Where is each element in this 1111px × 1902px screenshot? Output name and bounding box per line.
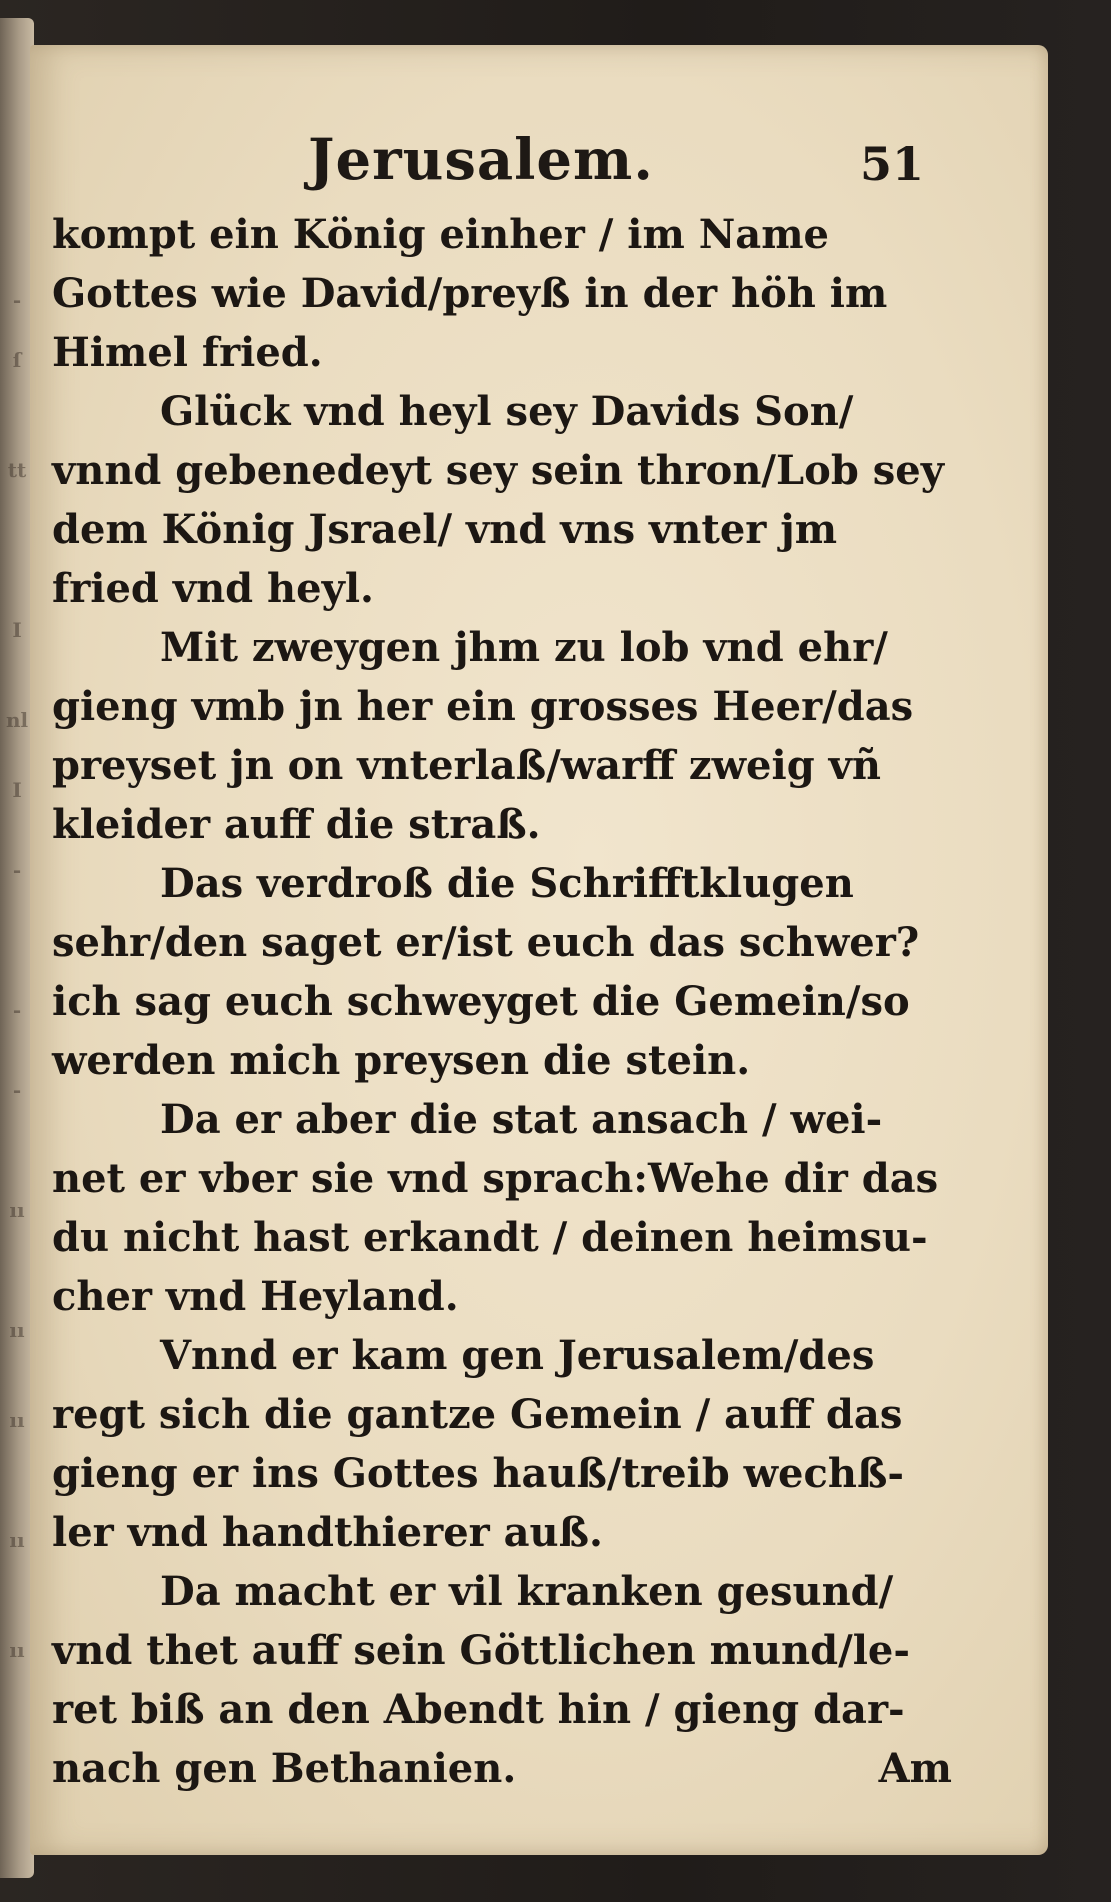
text-line: Gottes wie David/preyß in der höh im [52,270,888,317]
body-text [52,205,952,1798]
text-line: Vnnd er kam gen Jerusalem/des [160,1332,875,1379]
text-line: net er vber sie vnd sprach:Wehe dir das [52,1155,939,1202]
last-line-text: nach gen Bethanien. [52,1745,517,1792]
text-line: kompt ein König einher / im Name [52,211,829,258]
text-line: ich sag euch schweyget die Gemein/so [52,978,910,1025]
bleed-mark: - [12,288,22,312]
text-line: kleider auff die straß. [52,801,541,848]
text-line: Da macht er vil kranken gesund/ [160,1568,894,1615]
running-title: Jerusalem. [308,127,654,193]
text-line: Himel fried. [52,329,323,376]
text-line: gieng er ins Gottes hauß/treib wechß- [52,1450,904,1497]
bleed-mark: I [12,778,22,802]
text-line: Glück vnd heyl sey Davids Son/ [160,388,854,435]
book-page [30,45,1048,1855]
bleed-mark: - [12,858,22,882]
bleed-mark: - [12,1078,22,1102]
bleed-mark: tt [7,458,27,482]
text-line: dem König Jsrael/ vnd vns vnter jm [52,506,838,553]
text-line: Das verdroß die Schrifftklugen [160,860,854,907]
bleed-mark: I [12,618,22,642]
text-line: gieng vmb jn her ein grosses Heer/das [52,683,914,730]
bleed-mark: ſ [12,348,22,372]
text-line: vnd thet auff sein Göttlichen mund/le- [52,1627,910,1674]
bleed-mark: ıı [9,1198,25,1222]
text-line: vnnd gebenedeyt sey sein thron/Lob sey [52,447,944,494]
text-line: du nicht hast erkandt / deinen heimsu- [52,1214,928,1261]
text-line: ler vnd handthierer auß. [52,1509,603,1556]
bleed-mark: ıı [9,1318,25,1342]
bleed-mark: ıı [9,1528,25,1552]
text-line [52,1739,952,1798]
text-line: regt sich die gantze Gemein / auff das [52,1391,903,1438]
text-line: werden mich preysen die stein. [52,1037,751,1084]
text-line: Mit zweygen jhm zu lob vnd ehr/ [160,624,888,671]
text-line: Da er aber die stat ansach / wei- [160,1096,883,1143]
catchword: Am [878,1745,952,1792]
text-line: preyset jn on vnterlaß/warff zweig vñ [52,742,881,789]
text-line: cher vnd Heyland. [52,1273,459,1320]
previous-page-edge [0,18,34,1878]
text-line: ret biß an den Abendt hin / gieng dar- [52,1686,905,1733]
page-number: 51 [860,137,925,191]
text-line: fried vnd heyl. [52,565,374,612]
text-line: sehr/den saget er/ist euch das schwer? [52,919,920,966]
page-header [30,120,1048,200]
bleed-mark: nl [6,708,29,732]
bleed-mark: ıı [9,1408,25,1432]
bleed-mark: - [12,998,22,1022]
bleed-mark: ıı [9,1638,25,1662]
